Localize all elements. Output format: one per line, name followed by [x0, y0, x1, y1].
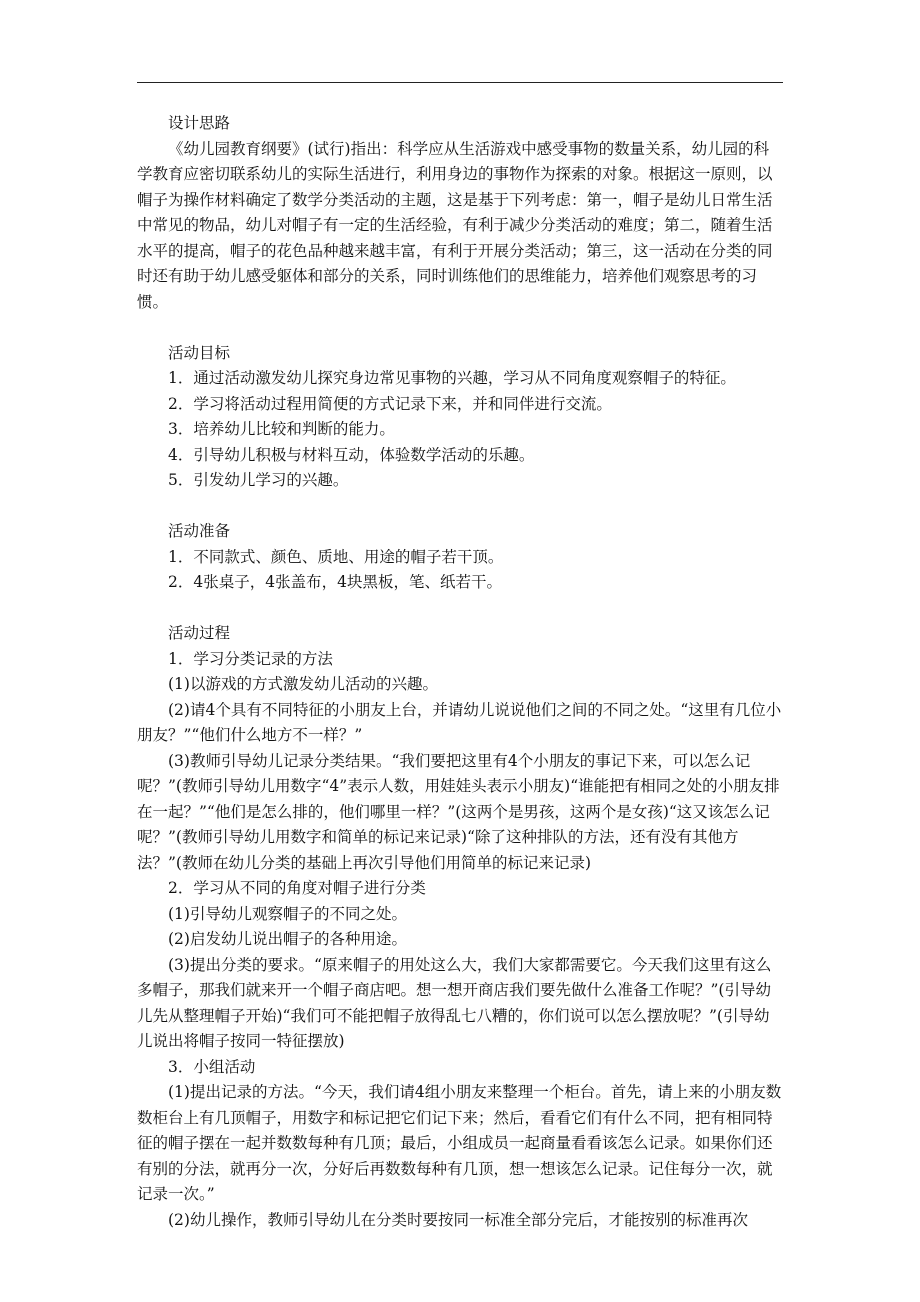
section: [137, 519, 783, 596]
section-heading: 活动过程: [168, 624, 231, 642]
paragraph: (2)幼儿操作，教师引导幼儿在分类时要按同一标准全部分完后，才能按别的标准再次: [168, 1210, 748, 1229]
paragraph: 5．引发幼儿学习的兴趣。: [168, 471, 349, 489]
paragraph: (3)教师引导幼儿记录分类结果。“我们要把这里有4个小朋友的事记下来，可以怎么记呢？”(教师引导幼儿用数字“4”表示人数，用娃娃头表示小朋友)“谁能把有相同之处的小朋友排在一起？”“他们是怎么排的，他们哪里一样？”(这两个是男孩，这两个是女孩)“这又该怎么记呢？”(教师引导幼儿用数字和简单的标记来记录)“除了这种排队的方法，还有没有其他方法？”(教师在幼儿分类的基础上再次引导他们用简单的标记来记录): [137, 751, 780, 872]
section: [137, 111, 783, 315]
paragraph: 2．4张桌子，4张盖布，4块黑板，笔、纸若干。: [168, 573, 502, 591]
section-heading: 设计思路: [168, 114, 231, 132]
paragraph: (2)请4个具有不同特征的小朋友上台，并请幼儿说说他们之间的不同之处。“这里有几位小朋友？”“他们什么地方不一样？”: [137, 700, 782, 744]
paragraph: 3．培养幼儿比较和判断的能力。: [168, 420, 395, 438]
section: [137, 621, 783, 1233]
section: [137, 341, 783, 494]
paragraph: (1)以游戏的方式激发幼儿活动的兴趣。: [168, 675, 438, 693]
paragraph: (1)提出记录的方法。“今天，我们请4组小朋友来整理一个柜台。首先，请上来的小朋友数数柜台上有几顶帽子，用数字和标记把它们记下来；然后，看看它们有什么不同，把有相同特征的帽子摆在一起并数数每种有几顶；最后，小组成员一起商量看看该怎么记录。如果你们还有别的分法，就再分一次，分好后再数数每种有几顶，想一想该怎么记录。记住每分一次，就记录一次。”: [137, 1083, 782, 1203]
document-body: [137, 111, 783, 1233]
paragraph: (3)提出分类的要求。“原来帽子的用处这么大，我们大家都需要它。今天我们这里有这么多帽子，那我们就来开一个帽子商店吧。想一想开商店我们要先做什么准备工作呢？”(引导幼儿先从整理帽子开始)“我们可不能把帽子放得乱七八糟的，你们说可以怎么摆放呢？”(引导幼儿说出将帽子按同一特征摆放): [137, 955, 772, 1050]
paragraph: 2．学习从不同的角度对帽子进行分类: [168, 879, 426, 897]
paragraph: 1．通过活动激发幼儿探究身边常见事物的兴趣，学习从不同角度观察帽子的特征。: [168, 369, 736, 387]
paragraph: 1．不同款式、颜色、质地、用途的帽子若干顶。: [168, 547, 504, 566]
header-rule: [137, 82, 783, 83]
paragraph: 4．引导幼儿积极与材料互动，体验数学活动的乐趣。: [168, 445, 535, 464]
paragraph: 3．小组活动: [168, 1057, 256, 1076]
section-heading: 活动准备: [168, 522, 231, 540]
paragraph: (1)引导幼儿观察帽子的不同之处。: [168, 904, 407, 923]
section-heading: 活动目标: [168, 343, 231, 362]
paragraph: 《幼儿园教育纲要》(试行)指出：科学应从生活游戏中感受事物的数量关系，幼儿园的科学教育应密切联系幼儿的实际生活进行，利用身边的事物作为探索的对象。根据这一原则，以帽子为操作材料确定了数学分类活动的主题，这是基于下列考虑：第一，帽子是幼儿日常生活中常见的物品，幼儿对帽子有一定的生活经验，有利于减少分类活动的难度；第二，随着生活水平的提高，帽子的花色品种越来越丰富，有利于开展分类活动；第三，这一活动在分类的同时还有助于幼儿感受躯体和部分的关系，同时训练他们的思维能力，培养他们观察思考的习惯。: [137, 139, 773, 311]
paragraph: 2．学习将活动过程用简便的方式记录下来，并和同伴进行交流。: [168, 394, 612, 413]
paragraph: (2)启发幼儿说出帽子的各种用途。: [168, 930, 407, 948]
paragraph: 1．学习分类记录的方法: [168, 649, 333, 668]
